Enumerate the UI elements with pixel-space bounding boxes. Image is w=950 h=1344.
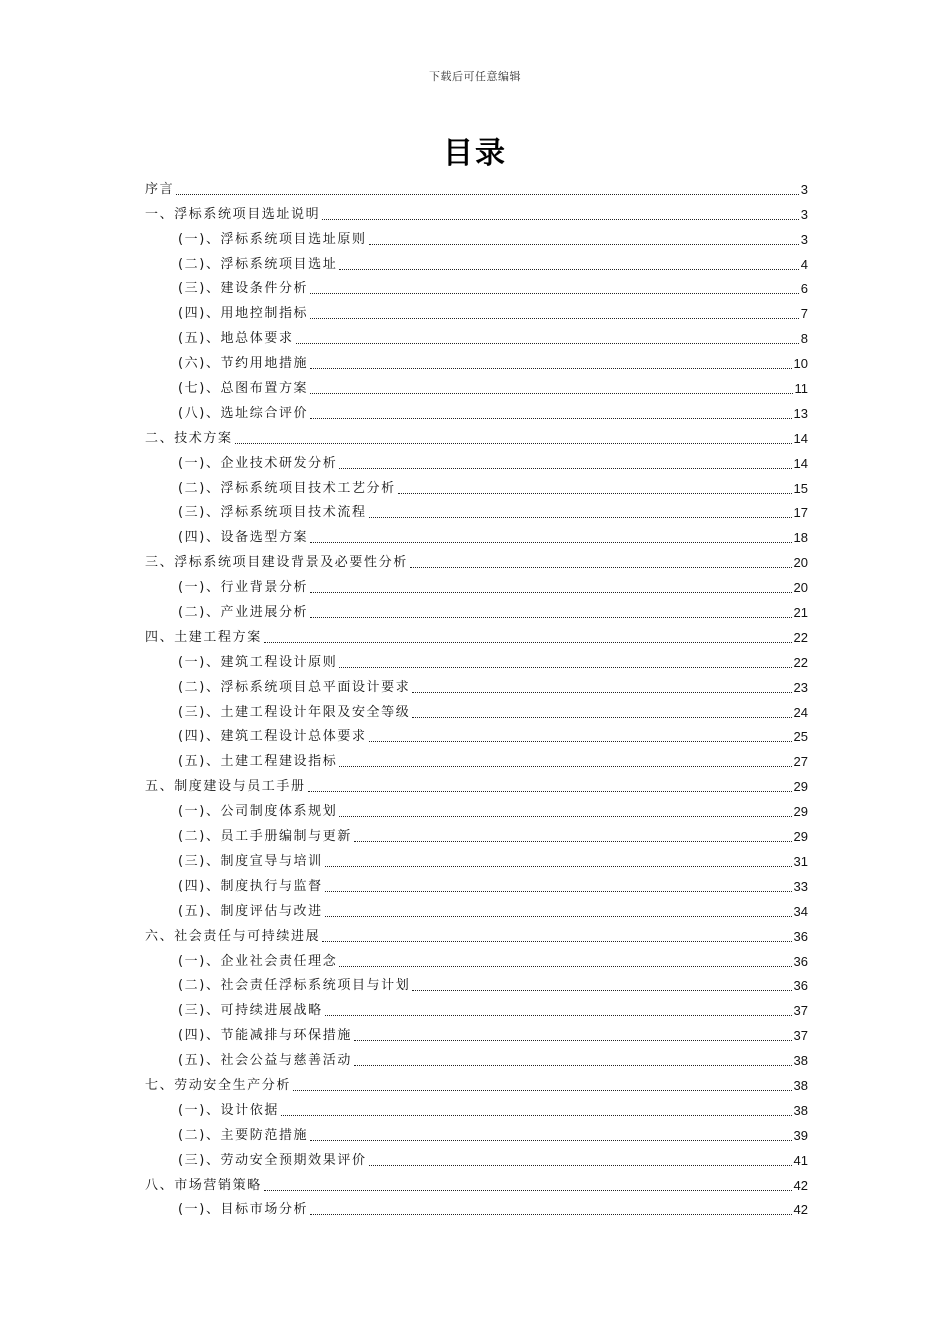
toc-entry-label: (四)、节能减排与环保措施 xyxy=(178,1028,352,1044)
toc-entry[interactable] xyxy=(145,424,808,449)
toc-entry-label: (五)、地总体要求 xyxy=(178,331,294,347)
dot-leader xyxy=(325,891,792,892)
toc-entry[interactable] xyxy=(145,449,808,474)
toc-entry-label: (二)、浮标系统项目选址 xyxy=(178,256,338,272)
toc-entry-page-number: 7 xyxy=(800,306,808,322)
toc-entry[interactable] xyxy=(145,872,808,897)
toc-entry-label: (二)、主要防范措施 xyxy=(178,1127,309,1143)
dot-leader xyxy=(310,1214,791,1215)
toc-entry-label: (三)、建设条件分析 xyxy=(178,281,309,297)
toc-entry-page-number: 38 xyxy=(793,1077,808,1093)
toc-entry-page-number: 6 xyxy=(800,281,808,297)
dot-leader xyxy=(264,642,792,643)
toc-entry[interactable] xyxy=(145,847,808,872)
toc-entry-page-number: 42 xyxy=(793,1177,808,1193)
toc-entry[interactable] xyxy=(145,324,808,349)
dot-leader xyxy=(310,1140,791,1141)
dot-leader xyxy=(296,343,799,344)
toc-entry-label: 五、制度建设与员工手册 xyxy=(145,779,306,795)
dot-leader xyxy=(264,1190,792,1191)
toc-entry-label: (二)、浮标系统项目技术工艺分析 xyxy=(178,480,396,496)
dot-leader xyxy=(325,866,792,867)
toc-entry-label: (二)、社会责任浮标系统项目与计划 xyxy=(178,978,411,994)
dot-leader xyxy=(339,269,798,270)
dot-leader xyxy=(235,443,792,444)
toc-entry[interactable] xyxy=(145,897,808,922)
toc-entry-page-number: 18 xyxy=(793,530,808,546)
dot-leader xyxy=(339,667,791,668)
toc-entry[interactable] xyxy=(145,648,808,673)
dot-leader xyxy=(310,318,799,319)
dot-leader xyxy=(354,841,792,842)
toc-entry[interactable] xyxy=(145,1021,808,1046)
toc-entry[interactable] xyxy=(145,523,808,548)
toc-entry-label: (三)、浮标系统项目技术流程 xyxy=(178,505,367,521)
toc-entry-page-number: 39 xyxy=(793,1127,808,1143)
dot-leader xyxy=(310,293,799,294)
toc-entry-page-number: 10 xyxy=(793,356,808,372)
dot-leader xyxy=(339,816,791,817)
toc-entry[interactable] xyxy=(145,673,808,698)
toc-entry[interactable] xyxy=(145,747,808,772)
toc-entry-label: (二)、浮标系统项目总平面设计要求 xyxy=(178,679,411,695)
dot-leader xyxy=(322,941,791,942)
toc-entry-page-number: 4 xyxy=(800,256,808,272)
page-title: 目录 xyxy=(443,136,507,171)
toc-entry-page-number: 41 xyxy=(793,1152,808,1168)
toc-entry-page-number: 37 xyxy=(793,1028,808,1044)
dot-leader xyxy=(322,219,799,220)
toc-entry[interactable] xyxy=(145,922,808,947)
toc-entry-label: (二)、员工手册编制与更新 xyxy=(178,829,352,845)
toc-entry-page-number: 36 xyxy=(793,978,808,994)
dot-leader xyxy=(310,617,791,618)
toc-entry-page-number: 3 xyxy=(800,206,808,222)
toc-entry[interactable] xyxy=(145,723,808,748)
toc-entry-label: (三)、可持续进展战略 xyxy=(178,1003,323,1019)
toc-entry[interactable] xyxy=(145,275,808,300)
toc-entry-label: (八)、选址综合评价 xyxy=(178,405,309,421)
dot-leader xyxy=(325,916,792,917)
dot-leader xyxy=(354,1040,792,1041)
toc-entry[interactable] xyxy=(145,349,808,374)
toc-entry[interactable] xyxy=(145,499,808,524)
toc-entry[interactable] xyxy=(145,822,808,847)
toc-entry[interactable] xyxy=(145,772,808,797)
toc-entry-label: (一)、建筑工程设计原则 xyxy=(178,654,338,670)
toc-entry[interactable] xyxy=(145,1071,808,1096)
toc-entry-page-number: 21 xyxy=(793,605,808,621)
toc-entry[interactable] xyxy=(145,200,808,225)
toc-entry-page-number: 14 xyxy=(793,430,808,446)
toc-entry[interactable] xyxy=(145,399,808,424)
toc-entry-label: 四、土建工程方案 xyxy=(145,629,262,645)
toc-entry-page-number: 11 xyxy=(794,381,808,397)
dot-leader xyxy=(398,493,792,494)
header-note: 下载后可任意编辑 xyxy=(429,70,521,83)
toc-entry[interactable] xyxy=(145,972,808,997)
toc-entry-page-number: 8 xyxy=(800,331,808,347)
toc-entry-label: (三)、土建工程设计年限及安全等级 xyxy=(178,704,411,720)
toc-entry-page-number: 22 xyxy=(793,654,808,670)
toc-entry[interactable] xyxy=(145,474,808,499)
toc-entry-label: (五)、社会公益与慈善活动 xyxy=(178,1053,352,1069)
dot-leader xyxy=(308,791,792,792)
toc-entry[interactable] xyxy=(145,548,808,573)
toc-entry-label: (三)、劳动安全预期效果评价 xyxy=(178,1152,367,1168)
toc-entry-label: (三)、制度宣导与培训 xyxy=(178,853,323,869)
toc-entry-label: 八、市场营销策略 xyxy=(145,1177,262,1193)
toc-entry-label: (二)、产业进展分析 xyxy=(178,605,309,621)
toc-entry[interactable] xyxy=(145,299,808,324)
toc-entry[interactable] xyxy=(145,947,808,972)
toc-entry-label: (四)、设备选型方案 xyxy=(178,530,309,546)
toc-entry-page-number: 17 xyxy=(793,505,808,521)
toc-entry-page-number: 3 xyxy=(800,231,808,247)
toc-entry-label: 二、技术方案 xyxy=(145,430,233,446)
toc-entry-label: 序言 xyxy=(145,181,175,197)
toc-entry-label: (一)、企业社会责任理念 xyxy=(178,953,338,969)
toc-entry-page-number: 36 xyxy=(793,928,808,944)
dot-leader xyxy=(339,468,791,469)
toc-entry-page-number: 15 xyxy=(793,480,808,496)
toc-entry-page-number: 34 xyxy=(793,903,808,919)
dot-leader xyxy=(310,368,791,369)
toc-entry-page-number: 37 xyxy=(793,1003,808,1019)
toc-entry-page-number: 33 xyxy=(793,878,808,894)
table-of-contents xyxy=(145,175,808,1220)
toc-entry-page-number: 14 xyxy=(793,455,808,471)
toc-entry-page-number: 27 xyxy=(793,754,808,770)
toc-entry-page-number: 24 xyxy=(793,704,808,720)
toc-entry-page-number: 22 xyxy=(793,629,808,645)
toc-entry-label: (四)、制度执行与监督 xyxy=(178,878,323,894)
toc-entry-label: (四)、用地控制指标 xyxy=(178,306,309,322)
toc-entry-label: (一)、浮标系统项目选址原则 xyxy=(178,231,367,247)
dot-leader xyxy=(369,741,792,742)
toc-entry-label: (五)、土建工程建设指标 xyxy=(178,754,338,770)
toc-entry-page-number: 31 xyxy=(793,853,808,869)
dot-leader xyxy=(369,517,792,518)
dot-leader xyxy=(412,717,791,718)
dot-leader xyxy=(412,692,791,693)
toc-entry[interactable] xyxy=(145,623,808,648)
toc-entry-label: (六)、节约用地措施 xyxy=(178,356,309,372)
dot-leader xyxy=(281,1115,792,1116)
toc-entry-page-number: 42 xyxy=(793,1202,808,1218)
toc-entry-label: (一)、行业背景分析 xyxy=(178,580,309,596)
dot-leader xyxy=(339,966,791,967)
toc-entry-label: (一)、公司制度体系规划 xyxy=(178,804,338,820)
toc-entry[interactable] xyxy=(145,1171,808,1196)
toc-entry-label: (一)、目标市场分析 xyxy=(178,1202,309,1218)
dot-leader xyxy=(339,766,791,767)
toc-entry-page-number: 29 xyxy=(793,779,808,795)
toc-entry[interactable] xyxy=(145,598,808,623)
toc-entry[interactable] xyxy=(145,698,808,723)
toc-entry[interactable] xyxy=(145,797,808,822)
dot-leader xyxy=(325,1015,792,1016)
toc-entry-page-number: 13 xyxy=(793,405,808,421)
toc-entry[interactable] xyxy=(145,1146,808,1171)
dot-leader xyxy=(293,1090,792,1091)
toc-entry-page-number: 20 xyxy=(793,555,808,571)
toc-entry-label: (四)、建筑工程设计总体要求 xyxy=(178,729,367,745)
toc-entry-label: 七、劳动安全生产分析 xyxy=(145,1077,292,1093)
toc-entry-label: (五)、制度评估与改进 xyxy=(178,903,323,919)
dot-leader xyxy=(310,418,791,419)
dot-leader xyxy=(310,592,791,593)
toc-entry-page-number: 38 xyxy=(793,1102,808,1118)
toc-entry[interactable] xyxy=(145,374,808,399)
dot-leader xyxy=(310,393,792,394)
toc-entry-label: 一、浮标系统项目选址说明 xyxy=(145,206,321,222)
toc-entry-page-number: 29 xyxy=(793,804,808,820)
toc-entry[interactable] xyxy=(145,225,808,250)
dot-leader xyxy=(369,1165,792,1166)
dot-leader xyxy=(412,990,791,991)
dot-leader xyxy=(176,194,799,195)
toc-entry[interactable] xyxy=(145,573,808,598)
dot-leader xyxy=(310,542,791,543)
toc-entry[interactable] xyxy=(145,250,808,275)
toc-entry-label: (一)、设计依据 xyxy=(178,1102,279,1118)
toc-entry[interactable] xyxy=(145,1046,808,1071)
toc-entry-page-number: 29 xyxy=(793,829,808,845)
dot-leader xyxy=(369,244,799,245)
dot-leader xyxy=(410,567,792,568)
toc-entry-page-number: 25 xyxy=(793,729,808,745)
toc-entry[interactable] xyxy=(145,1196,808,1221)
dot-leader xyxy=(354,1065,792,1066)
toc-entry[interactable] xyxy=(145,175,808,200)
toc-entry-label: (七)、总图布置方案 xyxy=(178,381,309,397)
toc-entry[interactable] xyxy=(145,1121,808,1146)
toc-entry-label: 六、社会责任与可持续进展 xyxy=(145,928,321,944)
toc-entry-label: 三、浮标系统项目建设背景及必要性分析 xyxy=(145,555,408,571)
toc-entry-page-number: 38 xyxy=(793,1053,808,1069)
toc-entry-page-number: 3 xyxy=(800,181,808,197)
toc-entry-label: (一)、企业技术研发分析 xyxy=(178,455,338,471)
toc-entry[interactable] xyxy=(145,996,808,1021)
toc-entry-page-number: 36 xyxy=(793,953,808,969)
toc-entry-page-number: 23 xyxy=(793,679,808,695)
toc-entry[interactable] xyxy=(145,1096,808,1121)
toc-entry-page-number: 20 xyxy=(793,580,808,596)
